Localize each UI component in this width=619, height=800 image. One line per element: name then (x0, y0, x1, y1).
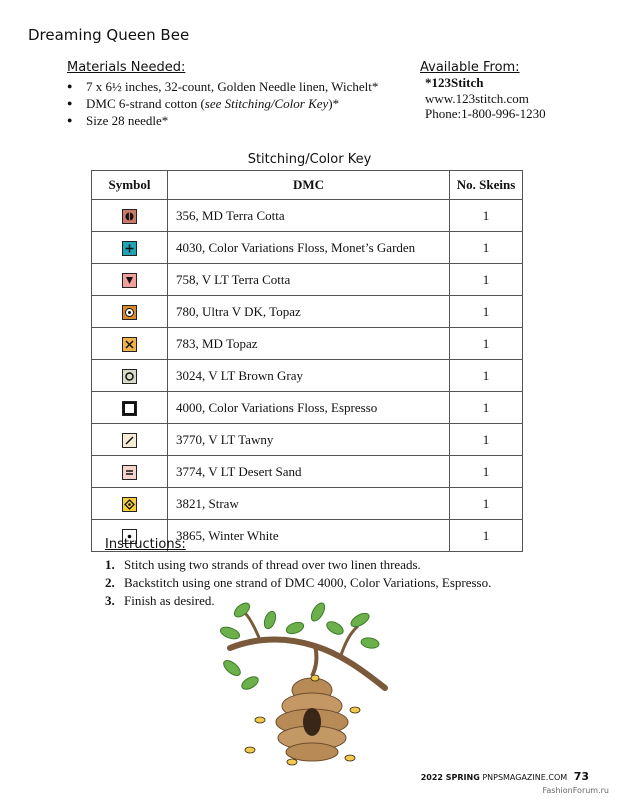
x-icon (122, 337, 137, 352)
page-footer (421, 770, 589, 783)
materials-item: ● 7 x 6½ inches, 32-count, Golden Needle linen, Wichelt* (67, 78, 378, 95)
table-row (92, 200, 523, 232)
skeins-cell: 1 (450, 328, 523, 360)
color-key-title: Stitching/Color Key (247, 152, 372, 167)
dmc-cell: 758, V LT Terra Cotta (168, 264, 450, 296)
equals-icon (122, 465, 137, 480)
beehive-illustration (220, 598, 400, 773)
skeins-cell: 1 (450, 200, 523, 232)
symbol-header: Symbol (92, 171, 168, 200)
dmc-cell: 3024, V LT Brown Gray (168, 360, 450, 392)
table-row (92, 264, 523, 296)
skeins-header: No. Skeins (450, 171, 523, 200)
skeins-cell: 1 (450, 360, 523, 392)
dmc-cell: 4000, Color Variations Floss, Espresso (168, 392, 450, 424)
materials-heading: Materials Needed: (67, 60, 186, 75)
page-title: Dreaming Queen Bee (28, 26, 190, 44)
skeins-cell: 1 (450, 488, 523, 520)
symbol-cell (92, 200, 168, 232)
table-row (92, 232, 523, 264)
skeins-cell: 1 (450, 456, 523, 488)
dmc-cell: 780, Ultra V DK, Topaz (168, 296, 450, 328)
dmc-cell: 3865, Winter White (168, 520, 450, 552)
split-circle-icon (122, 209, 137, 224)
hollow-square-icon (122, 401, 137, 416)
dmc-cell: 3774, V LT Desert Sand (168, 456, 450, 488)
footer-issue: 2022 SPRING (420, 773, 480, 782)
beehive (276, 678, 348, 761)
materials-item: ● Size 28 needle* (67, 112, 378, 129)
skeins-cell: 1 (450, 424, 523, 456)
table-row (92, 328, 523, 360)
symbol-cell (92, 232, 168, 264)
instructions-heading: Instructions: (105, 537, 186, 552)
dmc-cell: 3770, V LT Tawny (168, 424, 450, 456)
symbol-cell (92, 360, 168, 392)
triangle-icon (122, 273, 137, 288)
flower-icon (122, 305, 137, 320)
plus-icon (122, 241, 137, 256)
table-row (92, 296, 523, 328)
symbol-cell (92, 328, 168, 360)
supplier-name: *123Stitch (425, 75, 484, 90)
dmc-cell: 3821, Straw (168, 488, 450, 520)
instruction-step: 3. Finish as desired. (105, 593, 215, 608)
dmc-cell: 783, MD Topaz (168, 328, 450, 360)
page-number: 73 (573, 770, 589, 783)
symbol-cell (92, 264, 168, 296)
supplier-phone: Phone:1-800-996-1230 (425, 106, 546, 121)
symbol-cell (92, 424, 168, 456)
dmc-cell: 356, MD Terra Cotta (168, 200, 450, 232)
skeins-cell: 1 (450, 296, 523, 328)
color-key-table (91, 170, 523, 552)
skeins-cell: 1 (450, 392, 523, 424)
circle-icon (122, 369, 137, 384)
supplier-website: www.123stitch.com (425, 90, 529, 106)
footer-site: PNPSMAGAZINE.COM (482, 773, 568, 782)
symbol-cell (92, 456, 168, 488)
table-row (92, 424, 523, 456)
slash-icon (122, 433, 137, 448)
materials-list (67, 78, 378, 129)
instruction-step: 2. Backstitch using one strand of DMC 4000, Color Variations, Espresso. (105, 575, 492, 590)
materials-item: ● DMC 6-strand cotton (see Stitching/Color Key)* (67, 95, 378, 112)
table-row (92, 392, 523, 424)
skeins-cell: 1 (450, 264, 523, 296)
materials-section (67, 60, 378, 129)
available-from-section (420, 60, 546, 122)
table-header-row (92, 171, 523, 200)
skeins-cell: 1 (450, 232, 523, 264)
skeins-cell: 1 (450, 520, 523, 552)
diamond-icon (122, 497, 137, 512)
table-row (92, 488, 523, 520)
dmc-header: DMC (168, 171, 450, 200)
instruction-step: 1. Stitch using two strands of thread over two linen threads. (105, 557, 421, 572)
symbol-cell (92, 392, 168, 424)
dmc-cell: 4030, Color Variations Floss, Monet’s Garden (168, 232, 450, 264)
available-heading: Available From: (420, 60, 520, 75)
symbol-cell (92, 488, 168, 520)
table-row (92, 360, 523, 392)
symbol-cell (92, 296, 168, 328)
watermark: FashionForum.ru (542, 786, 609, 795)
table-row (92, 456, 523, 488)
